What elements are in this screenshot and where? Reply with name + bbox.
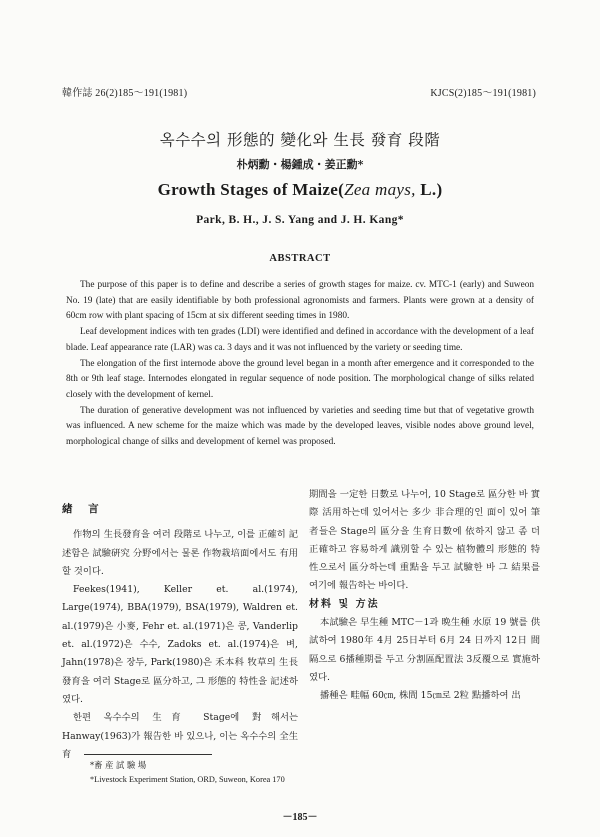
section-heading-methods: 材料 및 方法 <box>309 598 380 610</box>
title-en-species: Zea mays, <box>344 180 416 199</box>
right-column <box>309 486 540 706</box>
authors-en: Park, B. H., J. S. Yang and J. H. Kang* <box>196 214 404 226</box>
body-paragraph: Feekes(1941), Keller et. al.(1974), Large(1974), BBA(1979), BSA(1979), Waldren et. al.(1979)은 小麥, Fehr et. al.(1971)은 콩, Vanderlip et. al.(1972)은 수수, Zadoks et. al.(1974)은 벼, Jahn(1978)은 장두, Park(1980)은 禾本科 牧草의 生長發育을 여러 Stage로 區分하고, 그 形態的 特性을 記述하였다. <box>62 584 298 705</box>
abstract-paragraph: The duration of generative development was not influenced by varieties and seeding time but that of vegetative growth was influenced. A new scheme for the maize which was made by the developed leaves, visible nodes above ground level, morphological change of silks and development of kernel was proposed. <box>66 405 534 448</box>
journal-citation-en: KJCS(2)185～191(1981) <box>430 88 536 99</box>
page-number: －185－ <box>282 812 318 823</box>
abstract-paragraph: The elongation of the first internode above the ground level began in a month after emergence and it corresponded to the 8th or 9th leaf stage. Internodes elongated in regular sequence of node position. The morphological change of silks related closely with the development of kernel. <box>66 358 534 400</box>
title-en-paren: ( <box>338 180 345 199</box>
abstract-paragraph: Leaf development indices with ten grades (LDI) were identified and defined in accordance with the development of a leaf blade. Leaf appearance rate (LAR) was ca. 3 days and it was not influenced by the variety or seeding time. <box>66 327 534 353</box>
abstract-heading: ABSTRACT <box>269 253 331 264</box>
paper-title-en <box>0 180 600 200</box>
title-en-main: Growth Stages of Maize <box>157 180 339 199</box>
abstract-body <box>66 278 534 451</box>
body-paragraph: 播種은 畦幅 60㎝, 株間 15㎝로 2粒 點播하여 出 <box>320 690 521 702</box>
body-paragraph: 한편 옥수수의 生育 Stage에 對해서는 Hanway(1963)가 報告한 바 있으나, 이는 옥수수의 全生育 <box>62 712 298 760</box>
body-paragraph: 本試驗은 早生種 MTC－1과 晩生種 水原 19 號를 供試하여 1980年 4月 25日부터 6月 24 日까지 12日 間隔으로 6播種期를 두고 分割區配置法 3反覆으로 實施하였다. <box>309 617 540 683</box>
paper-title-ko: 옥수수의 形態的 變化와 生長 發育 段階 <box>159 131 441 149</box>
footnote-affiliation-en: *Livestock Experiment Station, ORD, Suweon, Korea 170 <box>90 775 285 784</box>
authors-ko: 朴炳勳・楊鍾成・姜正勳* <box>236 158 364 171</box>
body-paragraph-continued: 期間을 一定한 日數로 나누어, 10 Stage로 區分한 바 實際 活用하는데 있어서는 多少 非合理的인 面이 있어 筆者들은 Stage의 區分을 生育日數에 依하지 않고 좀 더 正確하고 容易하게 識別할 수 있는 植物體의 形態的 特性으로서 區分하는데 重點을 두고 試驗한 바 그 結果를 여기에 報告하는 바이다. <box>309 489 540 592</box>
journal-citation-ko: 韓作誌 26(2)185～191(1981) <box>62 88 188 99</box>
body-paragraph: 作物의 生長發育을 여러 段階로 나누고, 이를 正確히 記述함은 試驗硏究 分野에서는 물론 作物栽培面에서도 有用할 것이다. <box>62 529 298 577</box>
footnote-affiliation-ko: *畜 産 試 驗 場 <box>90 760 147 770</box>
footnote-divider <box>84 754 212 755</box>
abstract-paragraph: The purpose of this paper is to define and describe a series of growth stages for maize. cv. MTC-1 (early) and Suweon No. 19 (late) that are easily identifiable by both professional agronomists and farmers. Plants were grown at a density of 60cm row with plant spacing of 15cm at six different seeding times in 1980. <box>66 280 534 322</box>
section-heading-introduction: 緖 言 <box>62 503 105 515</box>
left-column <box>62 500 298 764</box>
title-en-authority: L.) <box>415 180 443 199</box>
